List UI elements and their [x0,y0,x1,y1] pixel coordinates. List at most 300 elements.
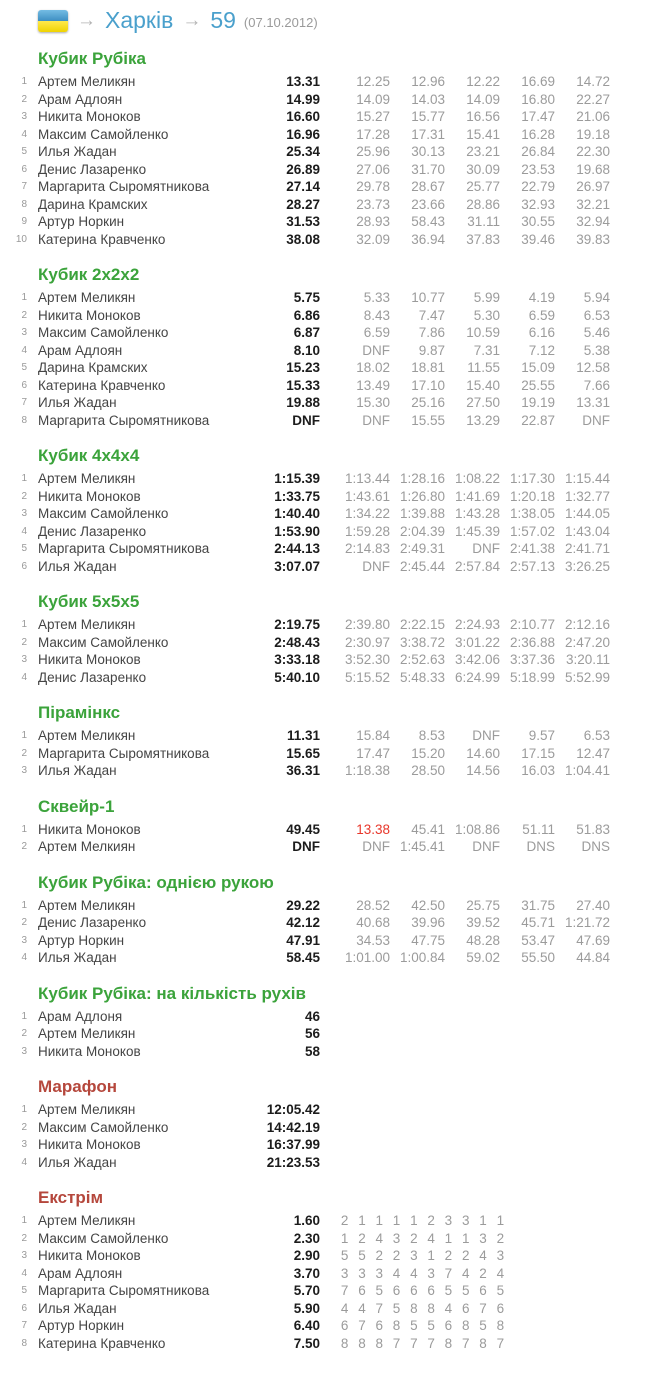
attempt-value: 19.19 [521,395,555,410]
attempt-value: 59.02 [466,950,500,965]
attempt-value: 2:36.88 [509,634,555,650]
attempt-value: 1 [427,1248,435,1263]
attempt-value: 15.09 [521,360,555,375]
result-row [0,1317,668,1335]
rank-number: 2 [21,841,27,852]
attempt-value: 17.47 [356,745,390,761]
best-result: 42.12 [286,915,320,930]
competitor-name: Артем Меликян [38,897,136,913]
attempt-value: 8 [444,1335,453,1351]
rank-number: 4 [21,952,27,963]
event-title-link[interactable]: Кубик Рубіка: однією рукою [38,872,274,892]
competitor-name: Катерина Кравченко [38,1335,166,1351]
attempt-value: 2:22.15 [399,617,445,632]
attempt-value: 15.55 [411,412,445,428]
result-row [0,231,668,249]
attempt-value: 2 [479,1265,487,1281]
rank-number: 5 [21,543,27,554]
attempt-value: 13.38 [356,821,390,837]
best-result: 26.89 [286,161,320,177]
result-row [0,324,668,342]
best-result: 5.90 [293,1300,320,1316]
attempt-value: 3 [392,1230,401,1246]
best-result: 14:42.19 [266,1119,320,1135]
attempt-value: 23.21 [466,144,500,159]
result-row [0,161,668,179]
attempt-value: 55.50 [521,950,555,965]
competitor-name: Катерина Кравченко [38,231,166,247]
attempt-value: 1:20.18 [509,488,555,504]
result-row [0,213,668,231]
attempt-value: 2:57.13 [509,558,555,574]
attempt-value: 7 [340,1283,349,1298]
attempt-value: 5:15.52 [344,669,390,685]
attempt-value: 2:41.38 [509,541,555,556]
attempt-value: 5:18.99 [509,669,555,685]
attempt-value: 8 [410,1300,418,1316]
rank-number: 1 [21,899,27,911]
attempt-value: 2:12.16 [564,617,610,632]
attempt-value: 1 [479,1213,487,1228]
event-title-link[interactable]: Кубик 2х2х2 [38,265,140,284]
attempt-value: 2:30.97 [344,634,390,650]
attempt-value: 2 [496,1230,505,1246]
attempt-value: 48.28 [466,932,500,948]
competitor-name: Артем Меликян [38,1213,136,1228]
attempt-value: 27.40 [576,897,610,913]
attempt-value: 15.41 [466,126,500,142]
result-row [0,178,668,196]
attempt-value: 2 [392,1248,401,1263]
attempt-value: 12.58 [576,360,610,375]
best-result: 5.70 [293,1283,320,1298]
best-result: 29.22 [286,897,320,913]
attempt-value: 1:43.61 [344,488,390,504]
rank-number: 2 [21,1121,27,1133]
rank-number: 1 [21,823,27,835]
attempt-value: 2:45.44 [399,558,445,574]
city-link[interactable]: Харків [105,7,174,33]
attempt-value: 4 [479,1248,487,1263]
event-title-link[interactable]: Кубик 4х4х4 [38,446,140,465]
attempt-value: 9.87 [418,342,445,358]
attempt-value: 1:15.44 [564,471,610,486]
rank-number: 1 [21,473,27,484]
attempt-value: 5 [410,1318,418,1333]
attempt-value: 1:28.16 [399,471,445,486]
competitor-name: Дарина Крамских [38,360,148,375]
attempt-value: 7 [427,1335,435,1351]
attempt-value: 8 [375,1335,383,1351]
event-title-link[interactable]: Кубик Рубіка: на кількість рухів [38,983,306,1003]
attempt-value: 5 [496,1283,505,1298]
best-result: 46 [304,1008,320,1024]
best-result: 58 [304,1043,320,1059]
attempt-value: 6 [444,1318,453,1333]
event-section [0,49,668,248]
attempt-value: 26.84 [521,144,555,159]
attempt-value: 1:18.38 [344,763,390,778]
attempt-value: 12.47 [576,745,610,761]
competitor-name: Максим Самойленко [38,506,169,521]
attempt-value: 8.53 [418,728,445,743]
attempt-value: 32.21 [576,196,610,212]
rank-number: 7 [21,1320,27,1331]
rank-number: 4 [21,1267,27,1279]
page-header [0,0,668,32]
attempt-value: 15.40 [466,377,500,393]
attempt-value: 28.50 [411,763,445,778]
rank-number: 10 [15,233,27,245]
attempt-value: 7 [392,1335,401,1351]
attempt-value: 47.69 [576,932,610,948]
event-section [0,1188,668,1352]
attempt-value: 6:24.99 [454,669,500,685]
attempt-value: 16.03 [521,763,555,778]
attempt-value: 5.94 [583,290,610,305]
competitor-name: Никита Моноков [38,488,141,504]
best-result: 14.99 [286,91,320,107]
event-section [0,592,668,686]
result-row [0,616,668,634]
attempt-value: 1:17.30 [509,471,555,486]
best-result: 11.31 [286,728,320,743]
attempt-value: 15.30 [356,395,390,410]
attempt-value: 17.47 [521,109,555,124]
attempt-value: 6.16 [528,325,555,340]
attempt-value: 5.30 [473,307,500,323]
event-title-link[interactable]: Сквейр-1 [38,796,115,816]
best-result: 56 [304,1026,320,1041]
attempt-value: 22.87 [521,412,555,428]
rank-number: 4 [21,671,27,683]
attempt-value: DNS [526,839,555,854]
best-result: DNF [292,839,320,854]
attempt-value: 51.11 [522,821,555,837]
attempt-value: 8 [496,1318,505,1333]
competitor-name: Маргарита Сыромятникова [38,412,210,428]
attempts-list [336,1212,668,1230]
attempt-value: 2 [410,1230,418,1246]
rank-number: 3 [21,934,27,946]
attempt-value: 2:24.93 [454,617,500,632]
competitor-name: Артем Меликян [38,471,136,486]
best-result: 2.30 [293,1230,320,1246]
attempt-value: 6 [496,1300,505,1316]
attempt-value: 30.13 [411,144,445,159]
attempt-value: 25.77 [466,179,500,194]
attempt-value: 32.09 [356,231,390,247]
competitor-name: Максим Самойленко [38,1230,169,1246]
rank-number: 2 [21,1028,27,1039]
attempt-value: 15.20 [411,745,445,761]
attempt-value: 1 [444,1230,453,1246]
result-row [0,745,668,763]
attempt-value: 5.99 [473,290,500,305]
best-result: DNF [292,412,320,428]
attempt-value: 8 [340,1335,349,1351]
attempt-value: DNF [582,412,610,428]
attempt-value: 16.69 [521,74,555,89]
attempt-value: 3:42.06 [454,652,500,667]
attempt-value: 17.31 [411,126,445,142]
attempt-value: 6 [410,1283,418,1298]
attempt-value: 3:01.22 [454,634,500,650]
best-result: 2.90 [293,1248,320,1263]
attempt-value: 15.77 [411,109,445,124]
attempt-value: 15.84 [356,728,390,743]
best-result: 27.14 [286,179,320,194]
attempt-value: 2:39.80 [344,617,390,632]
attempt-value: 8 [358,1335,366,1351]
best-result: 16:37.99 [266,1137,320,1152]
result-row [0,1154,668,1172]
best-result: 1:15.39 [274,471,320,486]
rank-number: 3 [21,327,27,338]
attempt-value: 16.28 [521,126,555,142]
attempt-value: DNF [362,839,390,854]
result-row [0,470,668,488]
arrow-icon: → [77,10,96,31]
competitor-name: Артем Меликян [38,728,136,743]
competitor-name: Арам Адлоня [38,1008,123,1024]
result-row [0,762,668,780]
attempt-value: 1:43.04 [564,523,610,539]
competitor-name: Никита Моноков [38,307,141,323]
attempt-value: 3 [496,1248,505,1263]
attempt-value: 25.96 [356,144,390,159]
attempts-list [336,1300,668,1318]
best-result: 8.10 [293,342,320,358]
rank-number: 7 [21,397,27,408]
competitor-name: Никита Моноков [38,821,141,837]
best-result: 16.60 [286,109,320,124]
event-title-link[interactable]: Екстрім [38,1188,104,1207]
result-row [0,558,668,576]
event-title-link[interactable]: Кубик Рубіка [38,49,146,68]
result-row [0,73,668,91]
rank-number: 1 [21,730,27,741]
attempt-value: 1:39.88 [399,506,445,521]
best-result: 49.45 [286,821,320,837]
attempt-value: 22.27 [576,91,610,107]
rank-number: 5 [21,1285,27,1296]
rank-number: 3 [21,654,27,665]
attempt-value: 3 [461,1213,470,1228]
attempt-value: 14.72 [576,74,610,89]
event-title-link[interactable]: Пірамінкс [38,703,121,722]
rank-number: 6 [21,163,27,175]
result-row [0,1043,668,1061]
attempt-value: 8 [479,1335,487,1351]
rank-number: 9 [21,216,27,227]
event-section [0,265,668,429]
best-result: 15.23 [286,360,320,375]
competitor-name: Максим Самойленко [38,126,169,142]
result-row [0,1300,668,1318]
attempt-value: 5.33 [363,290,390,305]
competitor-name: Денис Лазаренко [38,669,147,685]
attempt-value: 25.16 [411,395,445,410]
attempt-value: 4 [340,1300,349,1316]
attempt-value: 5 [479,1318,487,1333]
attempt-value: 26.97 [576,179,610,194]
attempt-value: 7.47 [418,307,445,323]
attempt-value: 5:48.33 [399,669,445,685]
attempt-value: 11.55 [467,360,500,375]
event-title-link[interactable]: Кубик 5х5х5 [38,592,140,611]
competitor-name: Арам Адлоян [38,91,123,107]
competitor-name: Никита Моноков [38,652,141,667]
rank-number: 1 [21,292,27,303]
attempt-value: 18.02 [356,360,390,375]
competitor-name: Артем Меликян [38,617,136,632]
competitor-name: Илья Жадан [38,1300,117,1316]
attempt-value: 5 [358,1248,366,1263]
attempt-value: 47.75 [411,932,445,948]
ukraine-flag-icon [38,10,68,32]
result-row [0,1212,668,1230]
attempt-value: 31.11 [467,214,500,229]
result-row [0,1335,668,1353]
attempt-value: 5.46 [583,325,610,340]
attempt-value: 28.52 [356,897,390,913]
best-result: 3:07.07 [274,558,320,574]
attempt-value: 10.59 [466,325,500,340]
attempt-value: 5:52.99 [564,669,610,685]
rank-number: 2 [21,490,27,502]
attempt-value: 12.96 [411,74,445,89]
best-result: 13.31 [286,74,320,89]
result-row [0,342,668,360]
attempt-value: 3 [358,1265,366,1281]
result-row [0,821,668,839]
competitor-name: Илья Жадан [38,950,117,965]
rank-number: 4 [21,525,27,537]
best-result: 2:44.13 [274,541,320,556]
result-row [0,377,668,395]
attempt-value: 21.06 [576,109,610,124]
result-row [0,949,668,967]
attempt-value: 36.94 [411,231,445,247]
attempt-value: 1:59.28 [344,523,390,539]
attempt-value: 13.31 [576,395,610,410]
attempt-value: 1:38.05 [509,506,555,521]
attempt-value: 27.06 [356,161,390,177]
best-result: 2:19.75 [274,617,320,632]
event-title-link[interactable]: Марафон [38,1077,117,1096]
attempt-value: 6 [340,1318,349,1333]
attempt-value: 14.60 [466,745,500,761]
attempt-value: 45.41 [411,821,445,837]
attempt-value: 1:13.44 [344,471,390,486]
attempt-value: 2:10.77 [509,617,555,632]
result-row [0,897,668,915]
best-result: 3:33.18 [274,652,320,667]
attempts-list [336,1230,668,1248]
result-row [0,727,668,745]
best-result: 12:05.42 [266,1102,320,1117]
competitor-name: Денис Лазаренко [38,161,147,177]
attempt-value: 2 [444,1248,453,1263]
best-result: 15.65 [286,745,320,761]
attempt-value: 5 [461,1283,470,1298]
attempt-value: 25.75 [466,897,500,913]
attempt-value: 2 [375,1248,383,1263]
attempt-value: DNF [472,728,500,743]
attempt-value: 34.53 [356,932,390,948]
rank-number: 1 [21,1010,27,1022]
attempt-value: 19.18 [576,126,610,142]
best-result: 5:40.10 [274,669,320,685]
attempt-value: 4 [392,1265,401,1281]
competitor-name: Денис Лазаренко [38,523,147,539]
rank-number: 1 [21,619,27,630]
attempt-value: 16.56 [466,109,500,124]
attempt-value: 1:01.00 [344,950,390,965]
attempt-value: 6.53 [583,728,610,743]
competitor-name: Артем Меликян [38,1102,136,1117]
attempt-value: 5 [392,1300,401,1316]
result-row [0,669,668,687]
attempt-value: 5 [375,1283,383,1298]
attempt-value: 6 [461,1300,470,1316]
flag-blue-stripe [38,10,68,21]
attempt-value: 4 [358,1300,366,1316]
attempt-value: 1:57.02 [509,523,555,539]
competition-number-link[interactable]: 59 [210,7,236,33]
attempt-value: 4.19 [528,290,555,305]
event-section [0,797,668,856]
rank-number: 1 [21,76,27,87]
attempt-value: 17.28 [356,126,390,142]
attempt-value: 5.38 [583,342,610,358]
attempt-value: 17.15 [521,745,555,761]
competitor-name: Маргарита Сыромятникова [38,179,210,194]
attempt-value: 40.68 [356,915,390,930]
attempt-value: 42.50 [411,897,445,913]
rank-number: 5 [21,146,27,157]
best-result: 6.87 [293,325,320,340]
result-row [0,196,668,214]
competitor-name: Максим Самойленко [38,634,169,650]
attempts-list [336,1265,668,1283]
competitor-name: Арам Адлоян [38,342,123,358]
attempt-value: DNF [472,541,500,556]
competitor-name: Максим Самойленко [38,325,169,340]
attempt-value: 39.46 [521,231,555,247]
best-result: 6.86 [293,307,320,323]
best-result: 36.31 [286,763,320,778]
competitor-name: Арам Адлоян [38,1265,123,1281]
attempt-value: 7 [358,1318,366,1333]
attempt-value: 15.27 [356,109,390,124]
attempt-value: 3:20.11 [565,652,610,667]
best-result: 7.50 [293,1335,320,1351]
event-section [0,984,668,1061]
result-row [0,932,668,950]
attempt-value: 3 [375,1265,383,1281]
rank-number: 1 [21,1104,27,1115]
attempt-value: 2:57.84 [454,558,500,574]
attempt-value: 2:52.63 [399,652,445,667]
attempt-value: 53.47 [521,932,555,948]
rank-number: 6 [21,1302,27,1314]
best-result: 58.45 [286,950,320,965]
attempt-value: 9.57 [528,728,555,743]
result-row [0,488,668,506]
rank-number: 2 [21,1232,27,1244]
